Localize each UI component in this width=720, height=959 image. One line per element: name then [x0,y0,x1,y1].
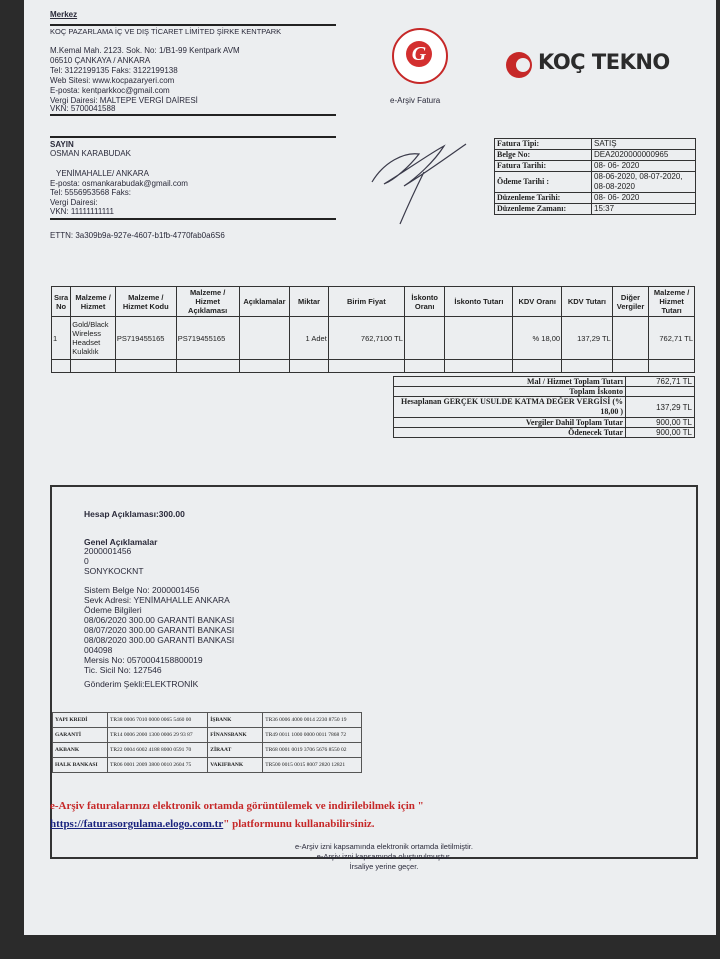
invoice-info-label: Düzenleme Zamanı: [495,204,592,215]
buyer-vkn: VKN: 11111111111 [50,207,114,216]
footer-notes [254,842,514,872]
totals-label: Mal / Hizmet Toplam Tutarı [394,377,626,387]
bank-iban: TR500 0015 0015 8007 2820 12821 [263,758,362,773]
invoice-info-row [495,139,696,150]
table-cell [176,360,239,373]
table-header-cell: Açıklamalar [239,287,290,317]
bank-row [53,743,362,758]
totals-value: 900,00 TL [626,428,695,438]
faturasorgulama-link[interactable]: https://faturasorgulama.elogo.com.tr [50,818,224,830]
earsiv-notice-suffix: " platformunu kullanabilirsiniz. [223,818,375,830]
table-header-cell: Birim Fiyat [328,287,404,317]
table-cell: 1 [52,317,71,360]
table-cell: PS719455165 [115,317,176,360]
table-header-cell: Malzeme / Hizmet Kodu [115,287,176,317]
table-cell [290,360,329,373]
bank-name: GARANTİ [53,728,108,743]
general-note-line: 2000001456 [84,546,132,556]
table-cell: 762,7100 TL [328,317,404,360]
bank-iban: TR22 0004 6002 4188 8000 0591 70 [108,743,208,758]
table-cell [562,360,613,373]
footer-line: e-Arşiv izni kapsamında elektronik ortamda iletilmiştir. [295,842,473,851]
footer-line: İrsaliye yerine geçer. [349,862,419,871]
table-cell [115,360,176,373]
detail-note-line: Ödeme Bilgileri [84,605,142,615]
table-header-cell: Miktar [290,287,329,317]
invoice-info-label: Fatura Tarihi: [495,161,592,172]
table-header-cell: İskonto Tutarı [445,287,513,317]
table-row [52,317,695,360]
general-notes-title: Genel Açıklamalar [84,537,158,547]
invoice-info-value: DEA2020000000965 [592,150,696,161]
gib-seal-icon: G [406,41,432,67]
table-cell [612,360,649,373]
totals-value: 137,29 TL [626,397,695,418]
detail-note-line: Sevk Adresi: YENİMAHALLE ANKARA [84,595,230,605]
bank-iban: TR68 0001 0019 3706 5676 8550 02 [263,743,362,758]
table-header-cell: İskonto Oranı [404,287,445,317]
invoice-info-value: 08-06-2020, 08-07-2020, 08-08-2020 [592,172,696,193]
table-cell [71,360,116,373]
totals-label: Hesaplanan GERÇEK USULDE KATMA DEĞER VERGİSİ (% 18,00 ) [394,397,626,418]
items-table [51,286,695,373]
totals-table [393,376,695,438]
buyer-heading: SAYIN [50,140,74,149]
invoice-info-value: 08- 06- 2020 [592,193,696,204]
table-header-cell: KDV Tutarı [562,287,613,317]
table-cell: 762,71 TL [649,317,695,360]
table-cell: 1 Adet [290,317,329,360]
detail-note-line: 08/08/2020 300.00 GARANTİ BANKASI [84,635,235,645]
bank-name: HALK BANKASI [53,758,108,773]
shipping-method: Gönderim Şekli:ELEKTRONİK [84,679,199,689]
seller-vkn: VKN: 5700041588 [50,104,116,113]
totals-label: Toplam İskonto [394,387,626,397]
totals-row [394,377,695,387]
seller-email: E-posta: kentparkkoc@gmail.com [50,86,170,95]
table-cell: Gold/Black Wireless Headset Kulaklık [71,317,116,360]
table-header-cell: Sıra No [52,287,71,317]
divider [50,218,336,220]
seller-phone: Tel: 3122199135 Faks: 3122199138 [50,66,178,75]
signature-icon [364,132,474,228]
totals-row [394,418,695,428]
koc-tekno-globe-icon [506,52,532,78]
table-cell: % 18,00 [513,317,562,360]
table-header-cell: Malzeme / Hizmet Açıklaması [176,287,239,317]
seller-heading: Merkez [50,10,78,19]
table-cell: 137,29 TL [562,317,613,360]
invoice-info-table [494,138,696,215]
bank-iban: TR38 0006 7010 0000 0065 5460 00 [108,713,208,728]
buyer-tax-office: Vergi Dairesi: [50,198,98,207]
detail-note-line: 004098 [84,645,113,655]
bank-row [53,758,362,773]
totals-row [394,428,695,438]
invoice-info-label: Ödeme Tarihi : [495,172,592,193]
seller-web[interactable]: Web Sitesi: www.kocpazaryeri.com [50,76,175,85]
detail-note-line: 08/06/2020 300.00 GARANTİ BANKASI [84,615,235,625]
invoice-info-row [495,193,696,204]
bank-name: ZİRAAT [208,743,263,758]
bank-name: İŞBANK [208,713,263,728]
totals-value: 900,00 TL [626,418,695,428]
bank-iban: TR06 0001 2009 3800 0010 2604 75 [108,758,208,773]
bank-iban: TR49 0011 1000 0000 0011 7868 72 [263,728,362,743]
divider [50,114,336,116]
bank-row [53,713,362,728]
table-cell [612,317,649,360]
general-note-line: 0 [84,556,89,566]
divider [50,136,336,138]
earsiv-notice-line1: e-Arşiv faturalarınızı elektronik ortamda görüntülemek ve indirilebilmek için " [50,800,424,812]
table-cell [513,360,562,373]
gib-seal-logo [392,28,448,84]
table-header-cell: Malzeme / Hizmet [71,287,116,317]
table-cell [445,360,513,373]
seller-company: KOÇ PAZARLAMA İÇ VE DIŞ TİCARET LİMİTED ŞİRKE KENTPARK [50,27,282,36]
table-header-cell: Malzeme / Hizmet Tutarı [649,287,695,317]
koc-tekno-logo: KOÇ TEKNO [538,50,670,74]
table-cell: PS719455165 [176,317,239,360]
table-cell [649,360,695,373]
table-cell [404,317,445,360]
earsiv-caption: e-Arşiv Fatura [390,96,441,105]
bank-name: FİNANSBANK [208,728,263,743]
detail-note-line: Sistem Belge No: 2000001456 [84,585,200,595]
general-note-line: SONYKOCKNT [84,566,144,576]
general-notes [84,546,144,576]
invoice-info-value: 08- 06- 2020 [592,161,696,172]
invoice-info-row [495,172,696,193]
invoice-info-label: Düzenleme Tarihi: [495,193,592,204]
totals-label: Vergiler Dahil Toplam Tutar [394,418,626,428]
footer-line: e-Arşiv izni kapsamında oluşturulmuştur. [316,852,452,861]
invoice-info-row [495,150,696,161]
totals-row [394,387,695,397]
totals-label: Ödenecek Tutar [394,428,626,438]
bank-name: YAPI KREDİ [53,713,108,728]
bank-iban: TR14 0006 2000 1300 0006 29 93 87 [108,728,208,743]
table-cell [239,317,290,360]
table-row-empty [52,360,695,373]
earsiv-notice-line2 [50,814,375,832]
detail-note-line: Mersis No: 0570004158800019 [84,655,203,665]
divider [50,24,336,26]
table-cell [404,360,445,373]
table-cell [445,317,513,360]
detail-note-line: Tic. Sicil No: 127546 [84,665,162,675]
table-cell [52,360,71,373]
buyer-name: OSMAN KARABUDAK [50,149,131,158]
table-header-cell: Diğer Vergiler [612,287,649,317]
detail-notes [84,585,234,675]
invoice-info-row [495,161,696,172]
table-cell [328,360,404,373]
seller-address: M.Kemal Mah. 2123. Sok. No: 1/B1-99 Kentpark AVM [50,46,240,55]
bank-row [53,728,362,743]
totals-row [394,397,695,418]
invoice-page [24,0,716,935]
seller-tax-office: Vergi Dairesi: MALTEPE VERGİ DAİRESİ [50,96,198,105]
ettn: ETTN: 3a309b9a-927e-4607-b1fb-4770fab0a6S6 [50,231,225,240]
invoice-info-value: 15:37 [592,204,696,215]
table-header-cell: KDV Oranı [513,287,562,317]
invoice-info-value: SATIŞ [592,139,696,150]
invoice-info-label: Belge No: [495,150,592,161]
seller-city: 06510 ÇANKAYA / ANKARA [50,56,151,65]
bank-name: VAKIFBANK [208,758,263,773]
buyer-phone: Tel: 5556953568 Faks: [50,188,131,197]
bank-name: AKBANK [53,743,108,758]
invoice-info-row [495,204,696,215]
totals-value [626,387,695,397]
buyer-address: YENİMAHALLE/ ANKARA [56,169,149,178]
totals-value: 762,71 TL [626,377,695,387]
bank-iban: TR36 0006 4000 0014 2230 8750 19 [263,713,362,728]
detail-note-line: 08/07/2020 300.00 GARANTİ BANKASI [84,625,235,635]
buyer-email: E-posta: osmankarabudak@gmail.com [50,179,188,188]
account-note: Hesap Açıklaması:300.00 [84,509,185,519]
invoice-info-label: Fatura Tipi: [495,139,592,150]
bank-accounts-table [52,712,362,773]
table-cell [239,360,290,373]
